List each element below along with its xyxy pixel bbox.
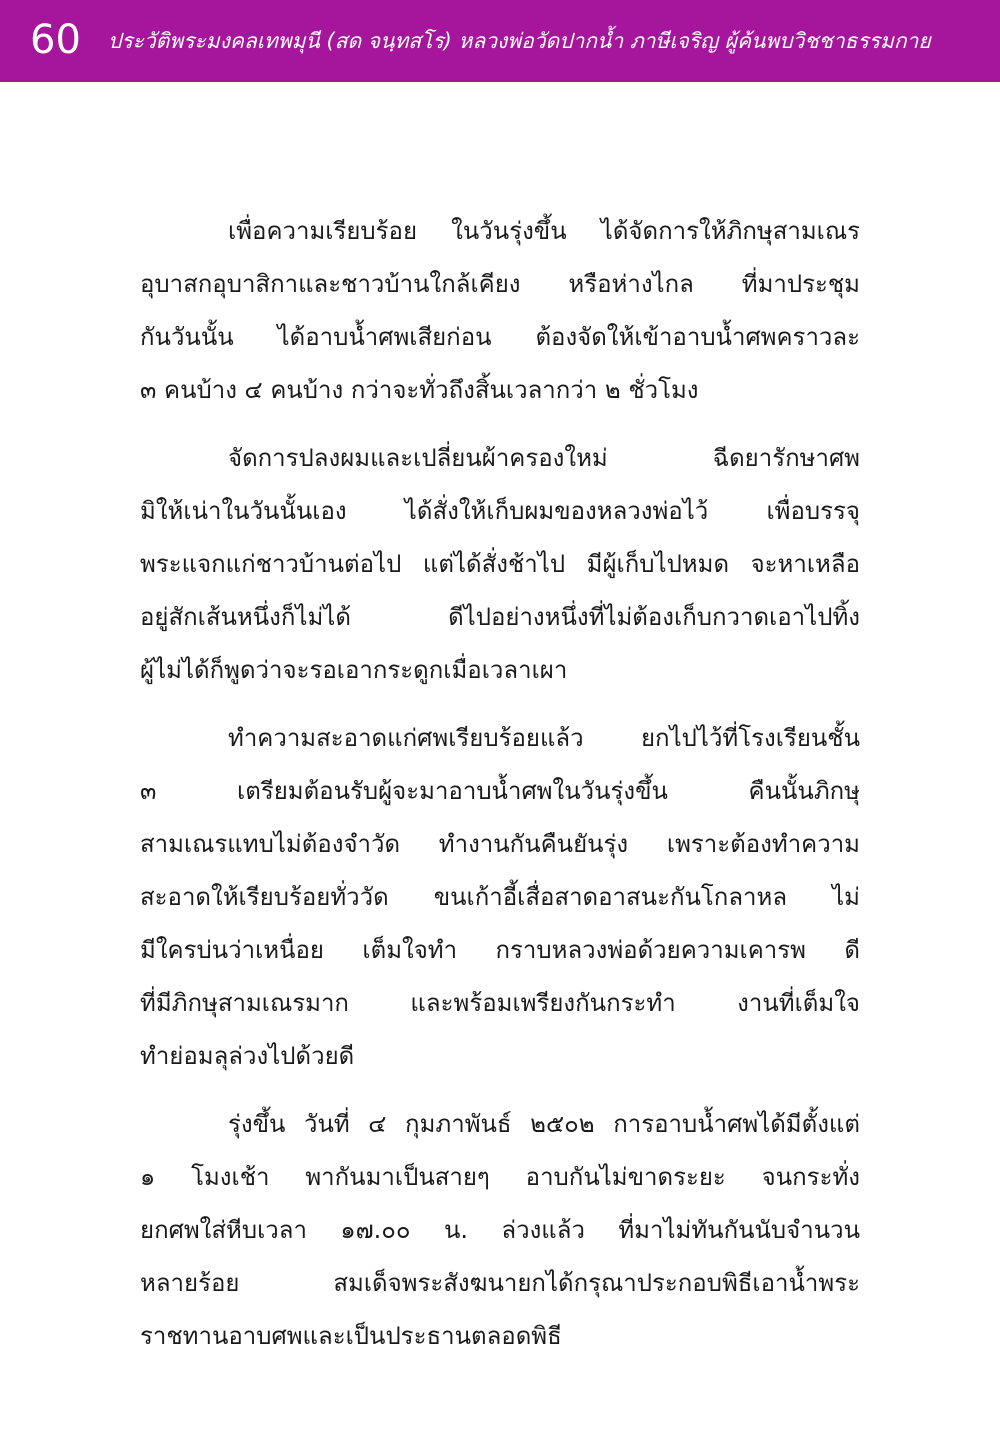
paragraph-1 bbox=[140, 205, 860, 417]
paragraph-2 bbox=[140, 432, 860, 697]
paragraph-line: ทำความสะอาดแก่ศพเรียบร้อยแล้ว ยกไปไว้ที่โรงเรียนชั้น bbox=[228, 724, 860, 752]
paragraph-line: จัดการปลงผมและเปลี่ยนผ้าครองใหม่ ฉีดยารักษาศพ bbox=[228, 444, 860, 472]
paragraph-line: มีใครบ่นว่าเหนื่อย เต็มใจทำ กราบหลวงพ่อด้วยความเคารพ ดี bbox=[140, 936, 860, 964]
paragraph-line: เพื่อความเรียบร้อย ในวันรุ่งขึ้น ได้จัดการให้ภิกษุสามเณร bbox=[228, 217, 860, 245]
paragraph-line: ๓ เตรียมต้อนรับผู้จะมาอาบน้ำศพในวันรุ่งขึ้น คืนนั้นภิกษุ bbox=[140, 777, 860, 805]
paragraph-4 bbox=[140, 1098, 860, 1363]
paragraph-line: กันวันนั้น ได้อาบน้ำศพเสียก่อน ต้องจัดให้เข้าอาบน้ำศพคราวละ bbox=[140, 323, 860, 351]
paragraph-line: พระแจกแก่ชาวบ้านต่อไป แต่ได้สั่งช้าไป มีผู้เก็บไปหมด จะหาเหลือ bbox=[140, 550, 860, 578]
paragraph-line: อุบาสกอุบาสิกาและชาวบ้านใกล้เคียง หรือห่างไกล ที่มาประชุม bbox=[140, 270, 860, 298]
paragraph-line: อยู่สักเส้นหนึ่งก็ไม่ได้ ดีไปอย่างหนึ่งที่ไม่ต้องเก็บกวาดเอาไปทิ้ง bbox=[140, 603, 860, 631]
paragraph-line: รุ่งขึ้น วันที่ ๔ กุมภาพันธ์ ๒๕๐๒ การอาบน้ำศพได้มีตั้งแต่ bbox=[228, 1110, 860, 1138]
paragraph-line: สะอาดให้เรียบร้อยทั่ววัด ขนเก้าอี้เสื่อสาดอาสนะกันโกลาหล ไม่ bbox=[140, 883, 860, 911]
paragraph-line: ผู้ไม่ได้ก็พูดว่าจะรอเอากระดูกเมื่อเวลาเผา bbox=[140, 656, 568, 684]
paragraph-3 bbox=[140, 712, 860, 1083]
paragraph-line: ทำย่อมลุล่วงไปด้วยดี bbox=[140, 1042, 355, 1070]
header-band bbox=[0, 0, 1000, 82]
paragraph-line: มิให้เน่าในวันนั้นเอง ได้สั่งให้เก็บผมของหลวงพ่อไว้ เพื่อบรรจุ bbox=[140, 497, 860, 525]
paragraph-line: ที่มีภิกษุสามเณรมาก และพร้อมเพรียงกันกระทำ งานที่เต็มใจ bbox=[140, 989, 860, 1017]
paragraph-line: ๓ คนบ้าง ๔ คนบ้าง กว่าจะทั่วถึงสิ้นเวลากว่า ๒ ชั่วโมง bbox=[140, 376, 699, 404]
paragraph-line: ยกศพใส่หีบเวลา ๑๗.๐๐ น. ล่วงแล้ว ที่มาไม่ทันกันนับจำนวน bbox=[140, 1216, 860, 1244]
paragraph-line: หลายร้อย สมเด็จพระสังฆนายกได้กรุณาประกอบพิธีเอาน้ำพระ bbox=[140, 1269, 860, 1297]
paragraph-line: สามเณรแทบไม่ต้องจำวัด ทำงานกันคืนยันรุ่ง เพราะต้องทำความ bbox=[140, 830, 860, 858]
page-number: 60 bbox=[30, 17, 81, 63]
paragraph-line: ราชทานอาบศพและเป็นประธานตลอดพิธี bbox=[140, 1322, 562, 1350]
paragraph-line: ๑ โมงเช้า พากันมาเป็นสายๆ อาบกันไม่ขาดระยะ จนกระทั่ง bbox=[140, 1163, 860, 1191]
body-text bbox=[140, 205, 860, 1378]
running-title: ประวัติพระมงคลเทพมุนี (สด จนฺทสโร) หลวงพ่อวัดปากน้ำ ภาษีเจริญ ผู้ค้นพบวิชชาธรรมกาย bbox=[108, 29, 931, 53]
